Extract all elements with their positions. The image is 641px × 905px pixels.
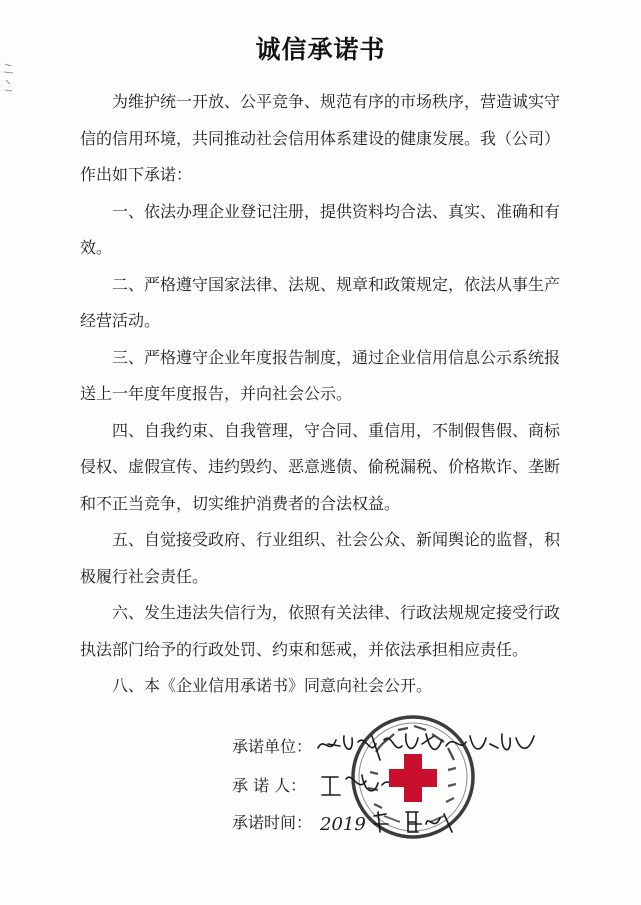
red-cross-icon — [389, 754, 437, 802]
document-body — [80, 84, 560, 705]
clause-6: 六、发生违法失信行为，依照有关法律、行政法规规定接受行政执法部门给予的行政处罚、约束和惩戒，并依法承担相应责任。 — [80, 603, 561, 659]
preamble-paragraph: 为维护统一开放、公平竞争、规范有序的市场秩序，营造诚实守信的信用环境，共同推动社会信用体系建设的健康发展。我（公司）作出如下承诺： — [80, 92, 561, 184]
official-seal — [348, 712, 478, 842]
clause-8: 八、本《企业信用承诺书》同意向社会公开。 — [112, 676, 433, 695]
clause-2: 二、严格遵守国家法律、法规、规章和政策规定，依法从事生产经营活动。 — [80, 274, 561, 330]
signature-unit-label: 承诺单位： — [232, 737, 313, 756]
signature-person-label: 承 诺 人： — [232, 776, 307, 795]
document-title: 诚信承诺书 — [255, 35, 386, 64]
clause-4: 四、自我约束、自我管理，守合同、重信用，不制假售假、商标侵权、虚假宣传、违约毁约、恶意逃债、偷税漏税、价格欺诈、垄断和不正当竞争，切实维护消费者的合法权益。 — [80, 420, 561, 513]
scan-artifact — [2, 60, 16, 100]
handwritten-year: 2019 — [320, 814, 366, 835]
clause-1: 一、依法办理企业登记注册，提供资料均合法、真实、准确和有效。 — [80, 201, 561, 257]
signature-date-label: 承诺时间： — [232, 813, 313, 832]
clause-3: 三、严格遵守企业年度报告制度，通过企业信用信息公示系统报送上一年度年度报告，并向社会公示。 — [80, 347, 561, 403]
clause-5: 五、自觉接受政府、行业组织、社会公众、新闻舆论的监督，积极履行社会责任。 — [80, 530, 561, 586]
